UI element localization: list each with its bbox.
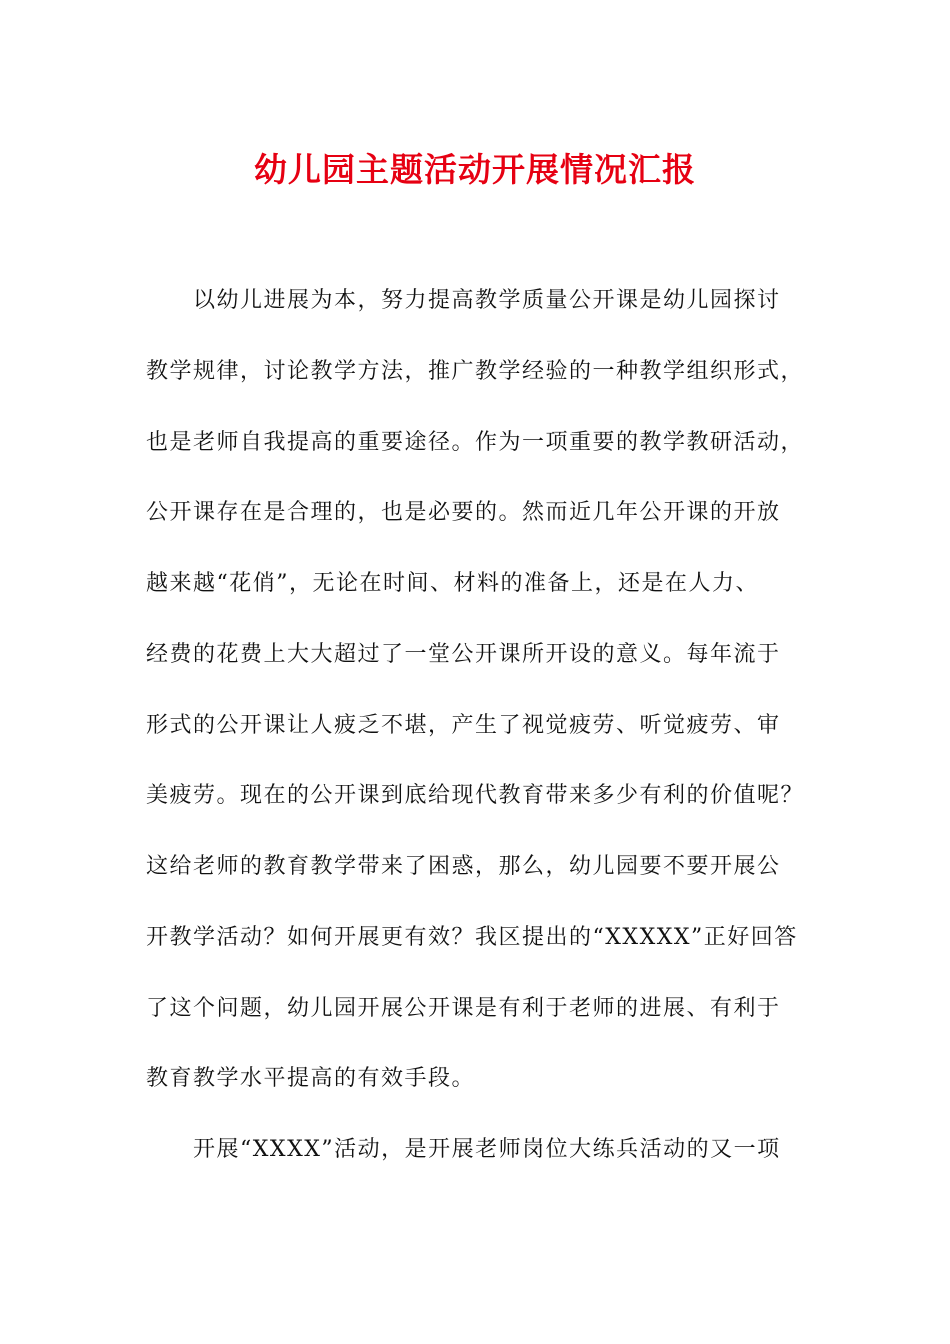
paragraph-1-line-1: 以幼儿进展为本，努力提高教学质量公开课是幼儿园探讨 [193,288,781,313]
paragraph-1-line-2: 教学规律，讨论教学方法，推广教学经验的一种教学组织形式， [146,359,805,384]
paragraph-1-line-3: 也是老师自我提高的重要途径。作为一项重要的教学教研活动， [146,430,805,455]
paragraph-1-line-5: 越来越“花俏”，无论在时间、材料的准备上，还是在人力、 [146,571,759,596]
paragraph-1-line-6: 经费的花费上大大超过了一堂公开课所开设的意义。每年流于 [146,642,781,667]
paragraph-1-line-7: 形式的公开课让人疲乏不堪，产生了视觉疲劳、听觉疲劳、审 [146,713,781,738]
paragraph-1-line-12: 教育教学水平提高的有效手段。 [146,1066,476,1091]
document-title: 幼儿园主题活动开展情况汇报 [254,150,696,189]
paragraph-2-line-1: 开展“XXXX”活动，是开展老师岗位大练兵活动的又一项 [193,1137,781,1162]
paragraph-1-line-8: 美疲劳。现在的公开课到底给现代教育带来多少有利的价值呢？ [146,783,805,808]
paragraph-1-line-4: 公开课存在是合理的，也是必要的。然而近几年公开课的开放 [146,500,781,525]
paragraph-1-line-10: 开教学活动？如何开展更有效？我区提出的“XXXXX”正好回答 [146,925,798,950]
paragraph-1-line-11: 了这个问题，幼儿园开展公开课是有利于老师的进展、有利于 [146,996,781,1021]
paragraph-1-line-9: 这给老师的教育教学带来了困惑，那么，幼儿园要不要开展公 [146,854,781,879]
